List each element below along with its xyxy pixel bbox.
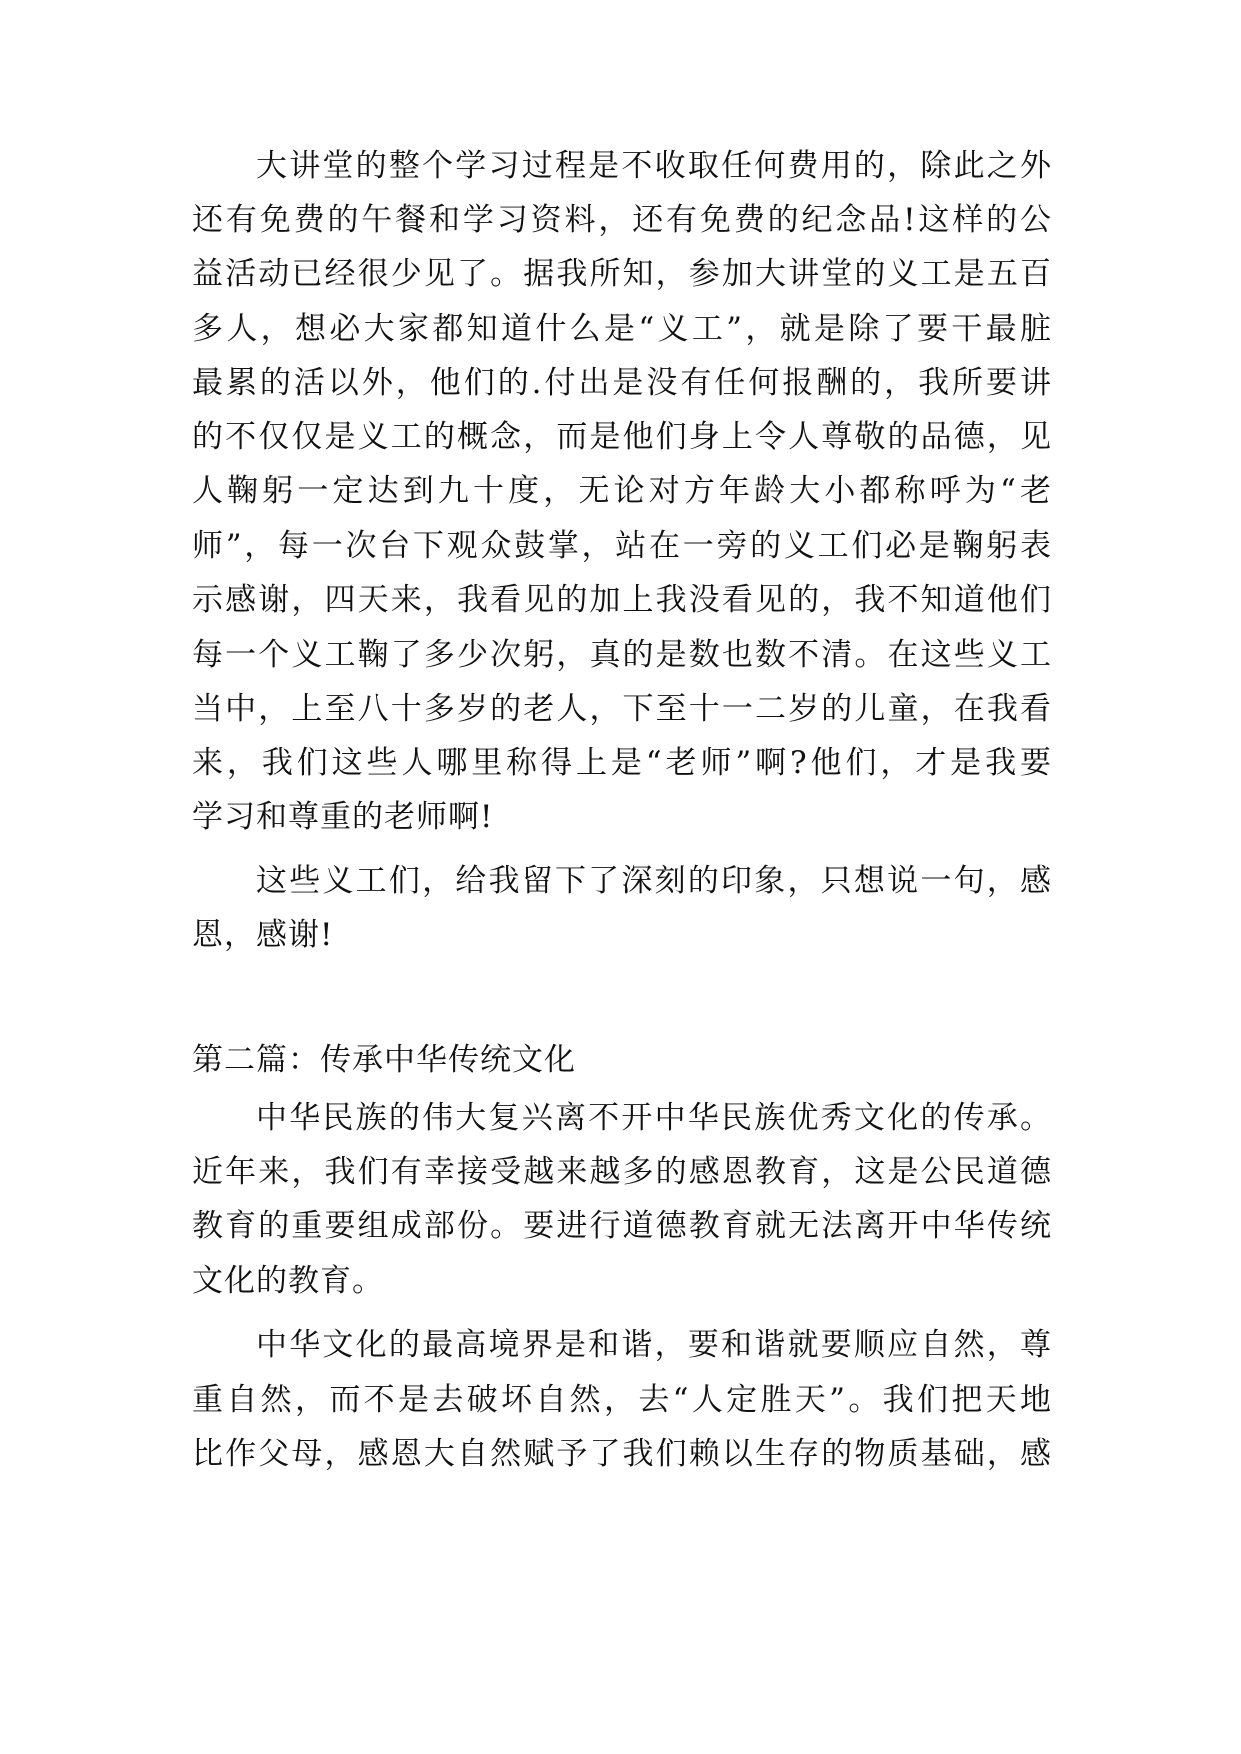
paragraph-line: 比作父母，感恩大自然赋予了我们赖以生存的物质基础，感 <box>192 1436 1052 1472</box>
paragraph-line: 益活动已经很少见了。据我所知，参加大讲堂的义工是五百 <box>192 256 1052 292</box>
paragraph-line: 示感谢，四天来，我看见的加上我没看见的，我不知道他们 <box>192 582 1052 618</box>
paragraph-line: 还有免费的午餐和学习资料，还有免费的纪念品!这样的公 <box>192 202 1052 238</box>
paragraph-line: 中华文化的最高境界是和谐，要和谐就要顺应自然，尊 <box>256 1327 1052 1363</box>
paragraph-line: 每一个义工鞠了多少次躬，真的是数也数不清。在这些义工 <box>192 637 1052 673</box>
paragraph-line: 多人，想必大家都知道什么是“义工”，就是除了要干最脏 <box>192 311 1052 347</box>
paragraph-line: 近年来，我们有幸接受越来越多的感恩教育，这是公民道德 <box>192 1154 1052 1190</box>
paragraph-line: 师”，每一次台下观众鼓掌，站在一旁的义工们必是鞠躬表 <box>192 528 1052 564</box>
paragraph-line: 文化的教育。 <box>192 1263 384 1299</box>
paragraph-line: 这些义工们，给我留下了深刻的印象，只想说一句，感 <box>256 863 1052 899</box>
paragraph-line: 当中，上至八十多岁的老人，下至十一二岁的儿童，在我看 <box>192 691 1052 727</box>
paragraph-line: 最累的活以外，他们的.付出是没有任何报酬的，我所要讲 <box>192 365 1052 401</box>
paragraph-line: 的不仅仅是义工的概念，而是他们身上令人尊敬的品德，见 <box>192 419 1052 455</box>
paragraph-line: 来，我们这些人哪里称得上是“老师”啊?他们，才是我要 <box>192 745 1052 781</box>
paragraph-line: 重自然，而不是去破坏自然，去“人定胜天”。我们把天地 <box>192 1382 1052 1418</box>
paragraph-line: 人鞠躬一定达到九十度，无论对方年龄大小都称呼为“老 <box>192 473 1052 509</box>
paragraph-line: 恩，感谢! <box>192 917 334 953</box>
paragraph-line: 中华民族的伟大复兴离不开中华民族优秀文化的传承。 <box>256 1100 1052 1136</box>
paragraph-line: 教育的重要组成部份。要进行道德教育就无法离开中华传统 <box>192 1208 1052 1244</box>
paragraph-line: 学习和尊重的老师啊! <box>192 799 494 835</box>
section-title: 第二篇：传承中华传统文化 <box>192 1042 576 1078</box>
paragraph-line: 大讲堂的整个学习过程是不收取任何费用的，除此之外 <box>256 148 1052 184</box>
